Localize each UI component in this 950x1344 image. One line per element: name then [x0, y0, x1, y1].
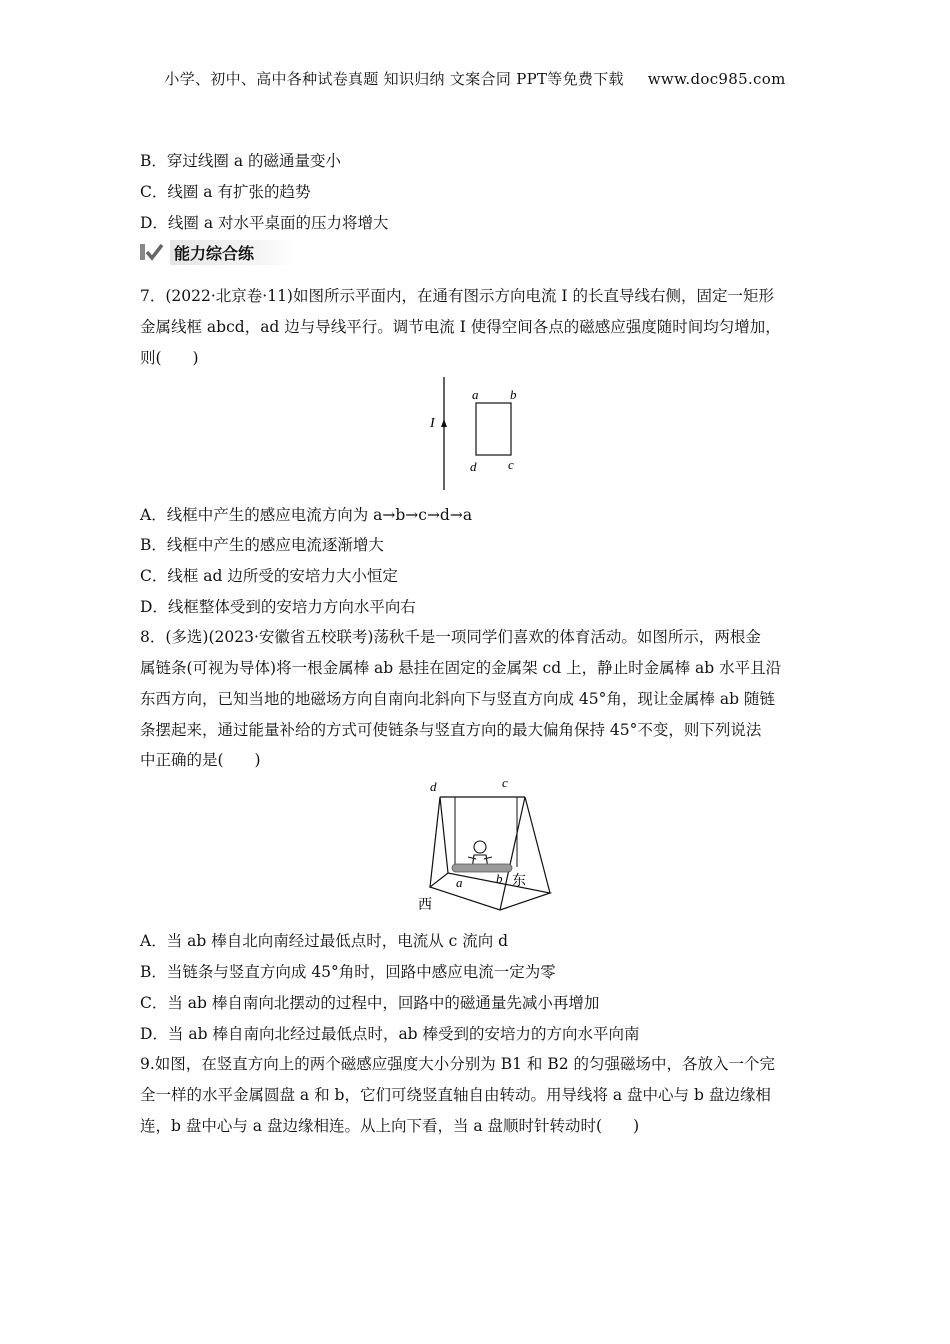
section-title: 能力综合练 [170, 240, 294, 265]
q6-option-c: C．线圈 a 有扩张的趋势 [140, 183, 311, 201]
q7-loop [476, 403, 511, 455]
q8-option-a: A．当 ab 棒自北向南经过最低点时，电流从 c 流向 d [140, 932, 509, 950]
q8-label-a: a [456, 875, 463, 890]
q8-label-c: c [502, 775, 508, 790]
q9-line-3: 连，b 盘中心与 a 盘边缘相连。从上向下看，当 a 盘顺时针转动时( ) [140, 1117, 640, 1135]
q8-base [430, 873, 550, 910]
q7-line-3: 则( ) [140, 349, 199, 367]
q8-label-b: b [496, 871, 503, 886]
q7-label-b: b [510, 387, 517, 402]
q8-person-head [474, 841, 486, 853]
q8-option-c: C．当 ab 棒自南向北摆动的过程中，回路中的磁通量先减小再增加 [140, 994, 600, 1012]
q7-option-b: B．线框中产生的感应电流逐渐增大 [140, 536, 384, 554]
q8-rod [452, 864, 512, 872]
q7-option-c: C．线框 ad 边所受的安培力大小恒定 [140, 567, 398, 585]
q8-option-b: B．当链条与竖直方向成 45°角时，回路中感应电流一定为零 [140, 963, 556, 981]
q8-option-d: D．当 ab 棒自南向北经过最低点时，ab 棒受到的安培力的方向水平向南 [140, 1025, 640, 1043]
q7-label-c: c [508, 457, 514, 472]
q7-label-d: d [470, 459, 477, 474]
q7-figure [425, 375, 535, 495]
q8-label-d: d [430, 779, 437, 794]
q9-line-1: 9.如图，在竖直方向上的两个磁感应强度大小分别为 B1 和 B2 的匀强磁场中，各放入一个完 [140, 1055, 776, 1073]
q8-line-1: 8．(多选)(2023·安徽省五校联考)荡秋千是一项同学们喜欢的体育活动。如图所示，两根金 [140, 628, 761, 646]
q9-line-2: 全一样的水平金属圆盘 a 和 b，它们可绕竖直轴自由转动。用导线将 a 盘中心与 b 盘边缘相 [140, 1086, 771, 1104]
q8-figure [410, 775, 560, 915]
q6-option-b: B．穿过线圈 a 的磁通量变小 [140, 152, 341, 170]
header-text: 小学、初中、高中各种试卷真题 知识归纳 文案合同 PPT等免费下载 [164, 70, 624, 88]
section-heading [140, 240, 294, 264]
q7-current-label: I [430, 416, 435, 431]
q7-line-1: 7．(2022·北京卷·11)如图所示平面内，在通有图示方向电流 I 的长直导线右侧，固定一矩形 [140, 287, 774, 305]
q8-label-west: 西 [418, 898, 432, 913]
q8-label-east: 东 [512, 874, 526, 889]
q7-option-a: A．线框中产生的感应电流方向为 a→b→c→d→a [140, 506, 473, 524]
q8-line-4: 条摆起来，通过能量补给的方式可使链条与竖直方向的最大偏角保持 45°不变，则下列说法 [140, 721, 762, 739]
q7-label-a: a [472, 387, 479, 402]
header-site: www.doc985.com [647, 70, 786, 88]
q7-option-d: D．线框整体受到的安培力方向水平向右 [140, 598, 416, 616]
checkmark-icon [140, 242, 164, 262]
q6-option-d: D．线圈 a 对水平桌面的压力将增大 [140, 214, 389, 232]
q7-line-2: 金属线框 abcd，ad 边与导线平行。调节电流 I 使得空间各点的磁感应强度随时间均匀增加， [140, 318, 781, 336]
current-arrow-icon [441, 419, 447, 427]
q8-line-3: 东西方向，已知当地的地磁场方向自南向北斜向下与竖直方向成 45°角，现让金属棒 ab 随链 [140, 690, 775, 708]
page-header [0, 68, 950, 89]
q8-line-5: 中正确的是( ) [140, 751, 261, 769]
q8-line-2: 属链条(可视为导体)将一根金属棒 ab 悬挂在固定的金属架 cd 上，静止时金属棒 ab 水平且沿 [140, 659, 782, 677]
